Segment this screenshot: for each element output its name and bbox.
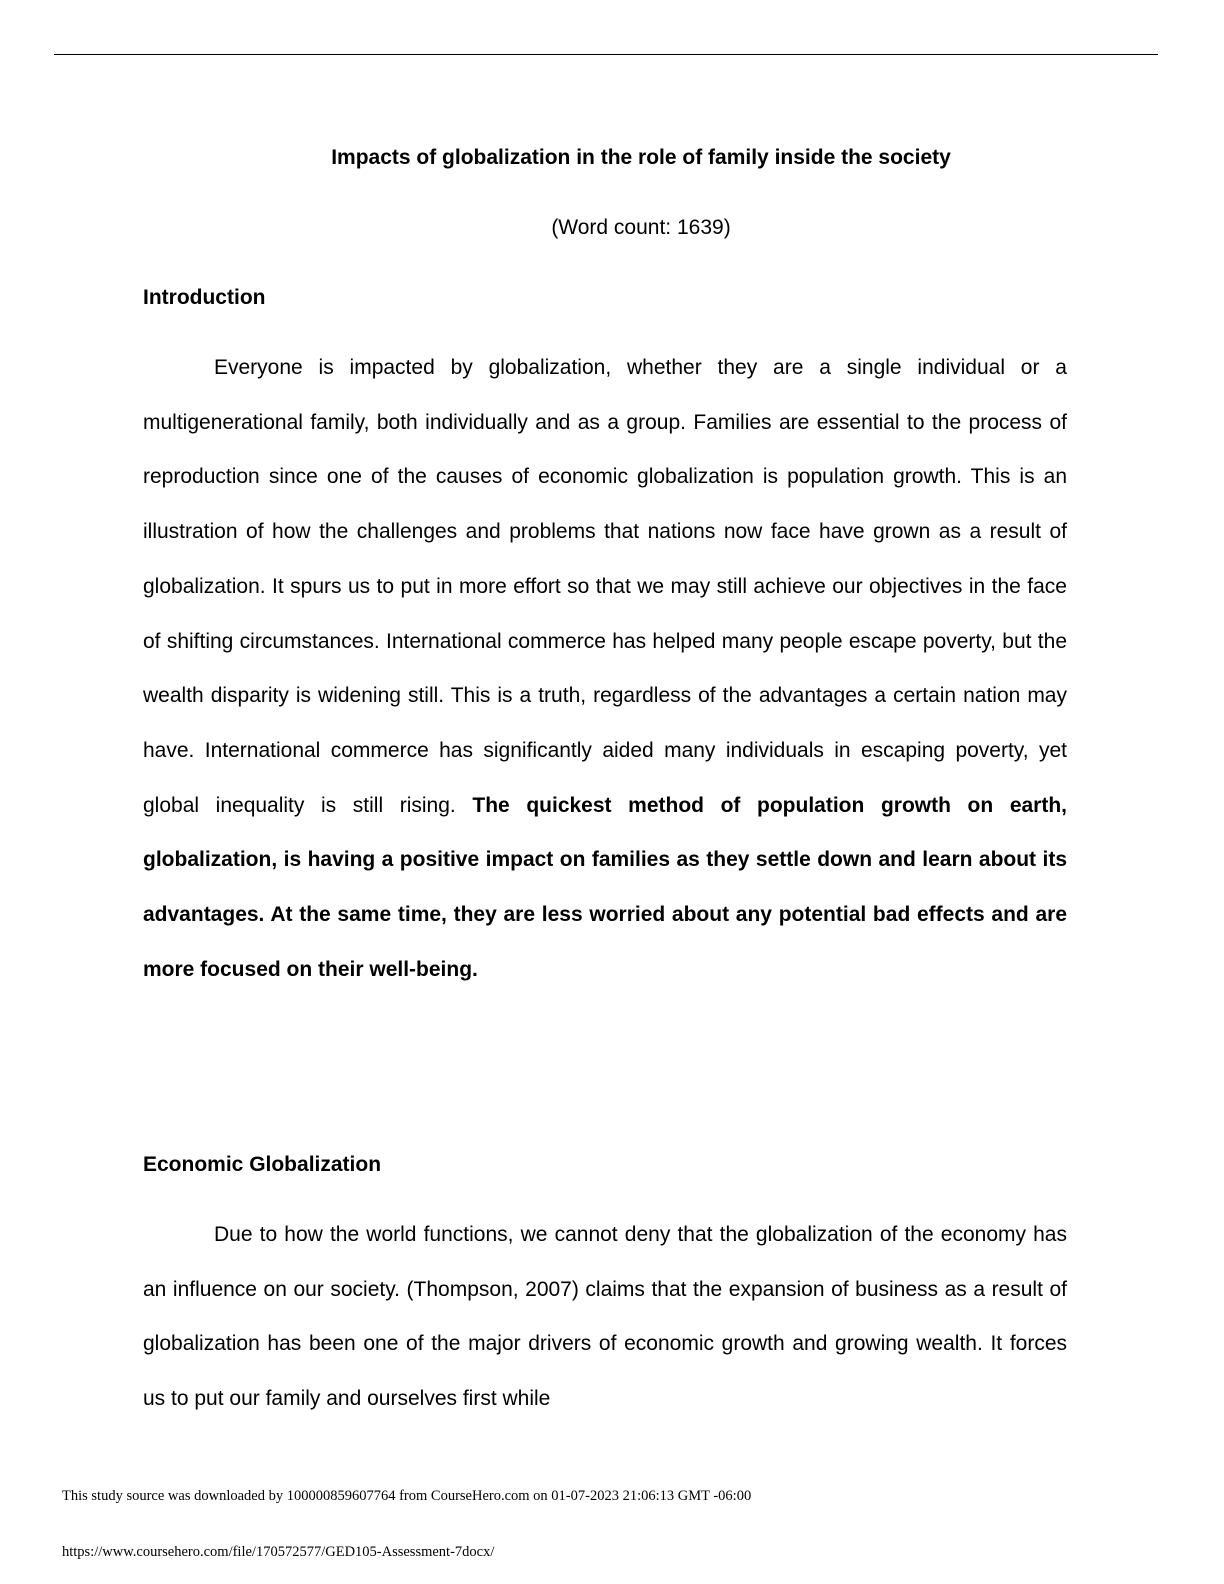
economic-globalization-text: Due to how the world functions, we cannot deny that the globalization of the economy has an influence on our society. (Thompson, 2007) claims that the expansion of business as a result of globalization has been one of the major drivers of economic growth and growing wealth. It forces us to put our family and ourselves first while — [143, 1223, 1067, 1411]
word-count: (Word count: 1639) — [551, 216, 731, 239]
section-heading-economic-globalization: Economic Globalization — [143, 1153, 382, 1176]
introduction-text: Everyone is impacted by globalization, whether they are a single individual or a multigenerational family, both individually and as a group. Families are essential to the process of reproduction since one of the causes of economic globalization is population growth. This is an illustration of how the challenges and problems that nations now face have grown as a result of globalization. It spurs us to put in more effort so that we may still achieve our objectives in the face of shifting circumstances. International commerce has helped many people escape poverty, but the wealth disparity is widening still. This is a truth, regardless of the advantages a certain nation may have. International commerce has significantly aided many individuals in escaping poverty, yet global inequality is still rising. — [143, 356, 1067, 817]
introduction-bold-text: The quickest method of population growth on earth, globalization, is having a positive impact on families as they settle down and learn about its advantages. At the same time, they are less worried about any potential bad effects and are more focused on their well-being. — [143, 793, 1067, 981]
section-heading-introduction: Introduction — [143, 286, 266, 309]
header-rule — [54, 54, 1158, 55]
introduction-paragraph — [143, 341, 1067, 997]
download-notice: This study source was downloaded by 100000859607764 from CourseHero.com on 01-07-2023 21:06:13 GMT -06:00 — [62, 1488, 752, 1504]
economic-globalization-paragraph — [143, 1208, 1067, 1427]
source-url[interactable]: https://www.coursehero.com/file/170572577/GED105-Assessment-7docx/ — [62, 1544, 495, 1560]
document-title: Impacts of globalization in the role of family inside the society — [331, 146, 951, 169]
